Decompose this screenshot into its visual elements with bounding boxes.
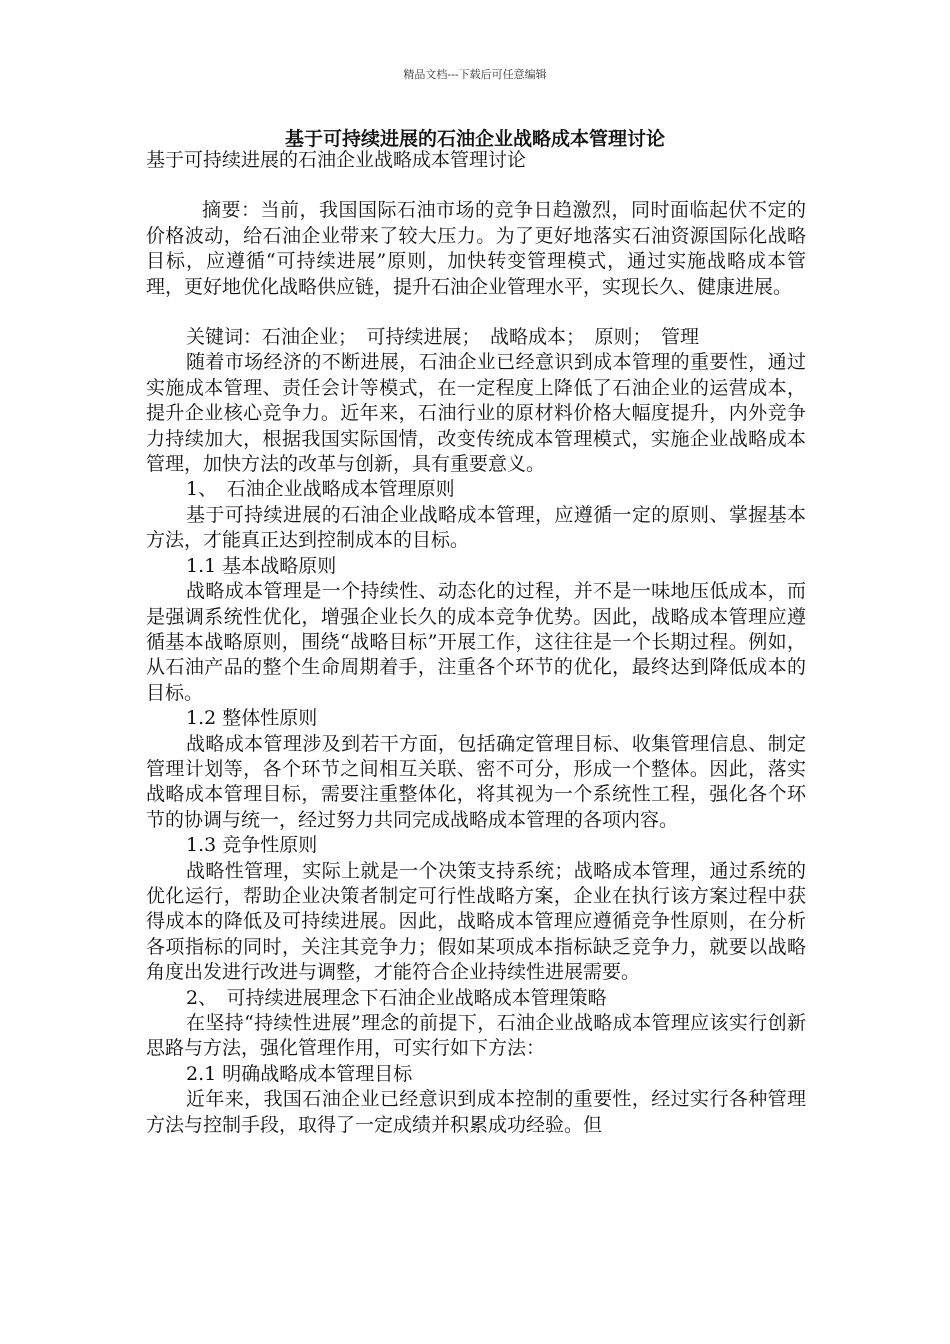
section-heading-1: 1、 石油企业战略成本管理原则 (186, 478, 455, 501)
spacer (146, 173, 806, 198)
keywords-line: 关键词：石油企业； 可持续进展； 战略成本； 原则； 管理 (186, 326, 700, 349)
document-subtitle: 基于可持续进展的石油企业战略成本管理讨论 (146, 149, 527, 171)
abstract-paragraph: 摘要：当前，我国国际石油市场的竞争日趋激烈，同时面临起伏不定的价格波动，给石油企业带来了较大压力。为了更好地落实石油资源国际化战略目标，应遵循“可持续进展”原则，加快转变管理模式，通过实施战略成本管理，更好地优化战略供应链，提升石油企业管理水平，实现长久、健康进展。 (146, 199, 806, 298)
spacer (146, 300, 806, 325)
subsection-heading-1-2: 1.2 整体性原则 (186, 707, 318, 730)
section-1-paragraph: 基于可持续进展的石油企业战略成本管理，应遵循一定的原则、掌握基本方法，才能真正达到控制成本的目标。 (146, 503, 806, 552)
subsection-heading-1-1: 1.1 基本战略原则 (186, 554, 337, 577)
document-body (146, 148, 806, 1138)
subsection-1-3-paragraph: 战略性管理，实际上就是一个决策支持系统；战略成本管理，通过系统的优化运行，帮助企业决策者制定可行性战略方案，企业在执行该方案过程中获得成本的降低及可持续进展。因此，战略成本管理应遵循竞争性原则，在分析各项指标的同时，关注其竞争力；假如某项成本指标缺乏竞争力，就要以战略角度出发进行改进与调整，才能符合企业持续性进展需要。 (146, 859, 806, 984)
subsection-1-2-paragraph: 战略成本管理涉及到若干方面，包括确定管理目标、收集管理信息、制定管理计划等，各个环节之间相互关联、密不可分，形成一个整体。因此，落实战略成本管理目标，需要注重整体化，将其视为一个系统性工程，强化各个环节的协调与统一，经过努力共同完成战略成本管理的各项内容。 (146, 732, 806, 831)
intro-paragraph: 随着市场经济的不断进展，石油企业已经意识到成本管理的重要性，通过实施成本管理、责任会计等模式，在一定程度上降低了石油企业的运营成本，提升企业核心竞争力。近年来，石油行业的原材料价格大幅度提升，内外竞争力持续加大，根据我国实际国情，改变传统成本管理模式，实施企业战略成本管理，加快方法的改革与创新，具有重要意义。 (146, 351, 806, 476)
page-header-note: 精品文档---下载后可任意编辑 (403, 68, 547, 81)
subsection-heading-1-3: 1.3 竞争性原则 (186, 834, 318, 857)
document-title: 基于可持续进展的石油企业战略成本管理讨论 (284, 128, 665, 150)
section-heading-2: 2、 可持续进展理念下石油企业战略成本管理策略 (186, 986, 607, 1009)
subsection-heading-2-1: 2.1 明确战略成本管理目标 (186, 1062, 413, 1085)
section-2-paragraph: 在坚持“持续性进展”理念的前提下，石油企业战略成本管理应该实行创新思路与方法，强化管理作用，可实行如下方法： (146, 1012, 806, 1060)
subsection-1-1-paragraph: 战略成本管理是一个持续性、动态化的过程，并不是一味地压低成本，而是强调系统性优化，增强企业长久的成本竞争优势。因此，战略成本管理应遵循基本战略原则，围绕“战略目标”开展工作，这往往是一个长期过程。例如，从石油产品的整个生命周期着手，注重各个环节的优化，最终达到降低成本的目标。 (146, 580, 806, 704)
subsection-2-1-paragraph: 近年来，我国石油企业已经意识到成本控制的重要性，经过实行各种管理方法与控制手段，取得了一定成绩并积累成功经验。但 (146, 1088, 806, 1136)
